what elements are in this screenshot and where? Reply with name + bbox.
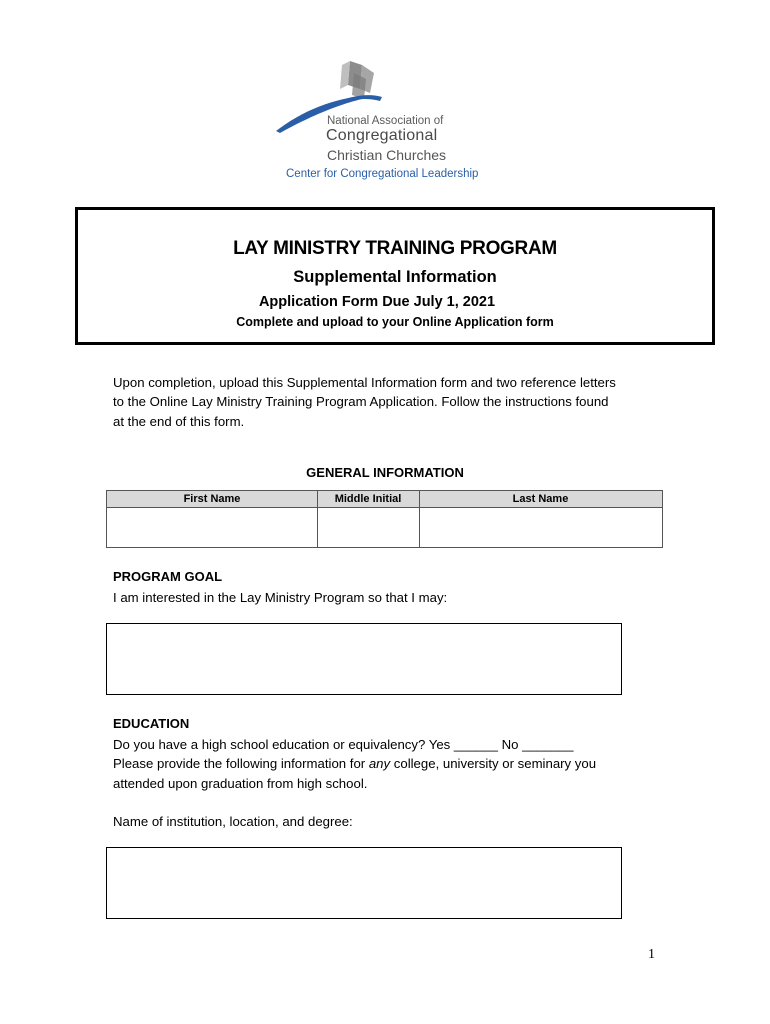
- name-table: [106, 490, 663, 548]
- intro-line: at the end of this form.: [113, 413, 245, 429]
- col-last-name: Last Name: [512, 493, 569, 505]
- institution-prompt: Name of institution, location, and degree:: [113, 814, 353, 829]
- logo-text-line2: Congregational: [326, 127, 438, 144]
- last-name-field[interactable]: [420, 508, 662, 548]
- col-first-name: First Name: [183, 493, 241, 505]
- upload-instruction: Complete and upload to your Online Application form: [236, 315, 554, 329]
- program-goal-heading: PROGRAM GOAL: [113, 569, 223, 584]
- logo-text-line1: National Association of: [327, 115, 444, 127]
- program-goal-field[interactable]: [106, 623, 622, 695]
- intro-line: to the Online Lay Ministry Training Program Application. Follow the instructions found: [113, 394, 609, 410]
- institution-field[interactable]: [106, 847, 622, 919]
- education-heading: EDUCATION: [113, 716, 190, 731]
- form-title: LAY MINISTRY TRAINING PROGRAM: [233, 238, 557, 259]
- education-paragraph: [113, 735, 673, 793]
- page-number: 1: [648, 947, 655, 962]
- program-goal-prompt: I am interested in the Lay Ministry Program so that I may:: [113, 590, 448, 605]
- logo-text-line4: Center for Congregational Leadership: [286, 168, 479, 180]
- intro-line: Upon completion, upload this Supplemental Information form and two reference letters: [113, 375, 616, 390]
- general-info-heading: GENERAL INFORMATION: [306, 465, 464, 480]
- education-line: Please provide the following information for any college, university or seminary you: [113, 756, 597, 772]
- col-middle-initial: Middle Initial: [334, 493, 402, 505]
- intro-paragraph: [113, 373, 673, 431]
- title-box: [75, 207, 715, 345]
- logo: [270, 55, 510, 187]
- first-name-field[interactable]: [107, 508, 317, 548]
- high-school-question: Do you have a high school education or equivalency? Yes ______ No _______: [113, 737, 574, 752]
- due-date: Application Form Due July 1, 2021: [258, 294, 496, 310]
- form-subtitle: Supplemental Information: [293, 268, 497, 286]
- middle-initial-field[interactable]: [318, 508, 419, 548]
- education-line: attended upon graduation from high school.: [113, 775, 368, 791]
- logo-text-line3: Christian Churches: [327, 147, 447, 163]
